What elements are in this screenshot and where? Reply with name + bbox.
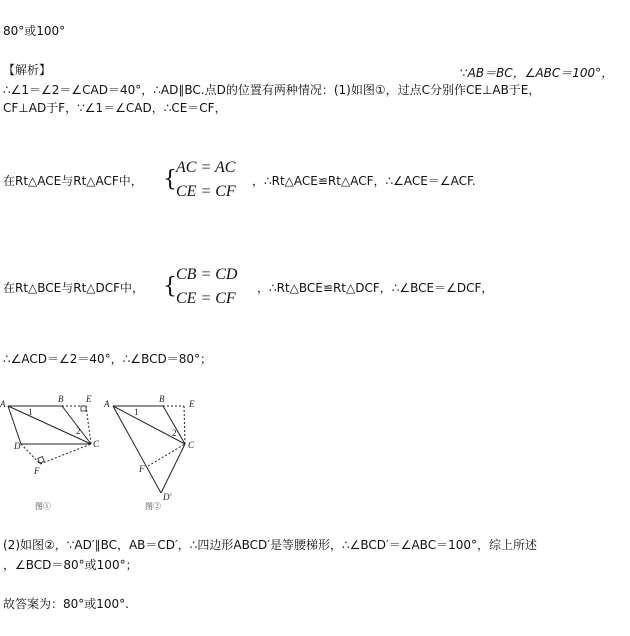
fig2-label-c: C: [188, 440, 195, 450]
fig1-df: [21, 444, 40, 464]
tri2-eq-top: CB = CD: [176, 266, 238, 283]
tri2-brace: {: [163, 274, 177, 299]
case2-line-2: ，∠BCD＝80°或100°；: [3, 558, 138, 572]
figure-2: [100, 392, 210, 517]
acd-line: ∴∠ACD＝∠2＝40°，∴∠BCD＝80°；: [3, 352, 212, 366]
analysis-heading: 【解析】: [3, 63, 52, 77]
fig2-label-f: F: [139, 464, 145, 474]
fig1-label-d: D: [14, 441, 21, 451]
fig1-label-a: A: [0, 399, 6, 409]
fig1-caption: 图①: [35, 502, 51, 511]
fig2-label-1: 1: [134, 407, 139, 417]
fig2-caption: 图②: [145, 502, 161, 511]
tri1-brace: {: [163, 167, 177, 192]
tri2-eq-bottom: CE = CF: [176, 290, 236, 307]
fig2-label-2: 2: [172, 428, 177, 438]
fig2-label-b: B: [159, 394, 165, 404]
tri2-prefix: 在Rt△BCE与Rt△DCF中，: [3, 281, 145, 295]
tri2-suffix: ，∴Rt△BCE≌Rt△DCF，∴∠BCE＝∠DCF，: [257, 281, 494, 295]
analysis-line-2: CF⊥AD于F，∵∠1＝∠CAD，∴CE＝CF，: [3, 101, 227, 115]
fig2-label-a: A: [104, 399, 110, 409]
fig1-label-f: F: [34, 466, 40, 476]
fig1-ac: [8, 406, 91, 444]
fig1-label-2: 2: [76, 426, 81, 436]
analysis-line-1: ∴∠1＝∠2＝∠CAD＝40°，∴AD∥BC.点D的位置有两种情况：(1)如图①，过点C分别作CE⊥AB于E，: [3, 83, 541, 97]
tri1-suffix: ，∴Rt△ACE≌Rt△ACF，∴∠ACE＝∠ACF.: [252, 174, 476, 188]
fig1-label-b: B: [58, 394, 64, 404]
fig1-ad: [8, 406, 21, 444]
fig1-label-1: 1: [28, 407, 33, 417]
fig2-label-d: D′: [163, 492, 172, 502]
case2-line-1: (2)如图②，∵AD′∥BC，AB＝CD′，∴四边形ABCD′是等腰梯形，∴∠BCD′＝∠ABC＝100°，综上所述: [3, 538, 537, 552]
fig1-fc: [40, 444, 91, 464]
fig2-ec: [184, 406, 185, 444]
fig1-label-e: E: [86, 394, 92, 404]
final-answer: 故答案为：80°或100°.: [3, 597, 129, 611]
fig2-label-e: E: [189, 399, 195, 409]
tri1-eq-top: AC = AC: [176, 159, 236, 176]
answer-line: 80°或100°: [3, 24, 66, 38]
fig1-label-c: C: [93, 439, 100, 449]
tri1-prefix: 在Rt△ACE与Rt△ACF中，: [3, 174, 143, 188]
fig1-right-angle-e: [81, 406, 86, 411]
premise-text: ∵AB＝BC，∠ABC＝100°，: [460, 66, 614, 80]
tri1-eq-bottom: CE = CF: [176, 183, 236, 200]
figure-1: [0, 392, 105, 517]
